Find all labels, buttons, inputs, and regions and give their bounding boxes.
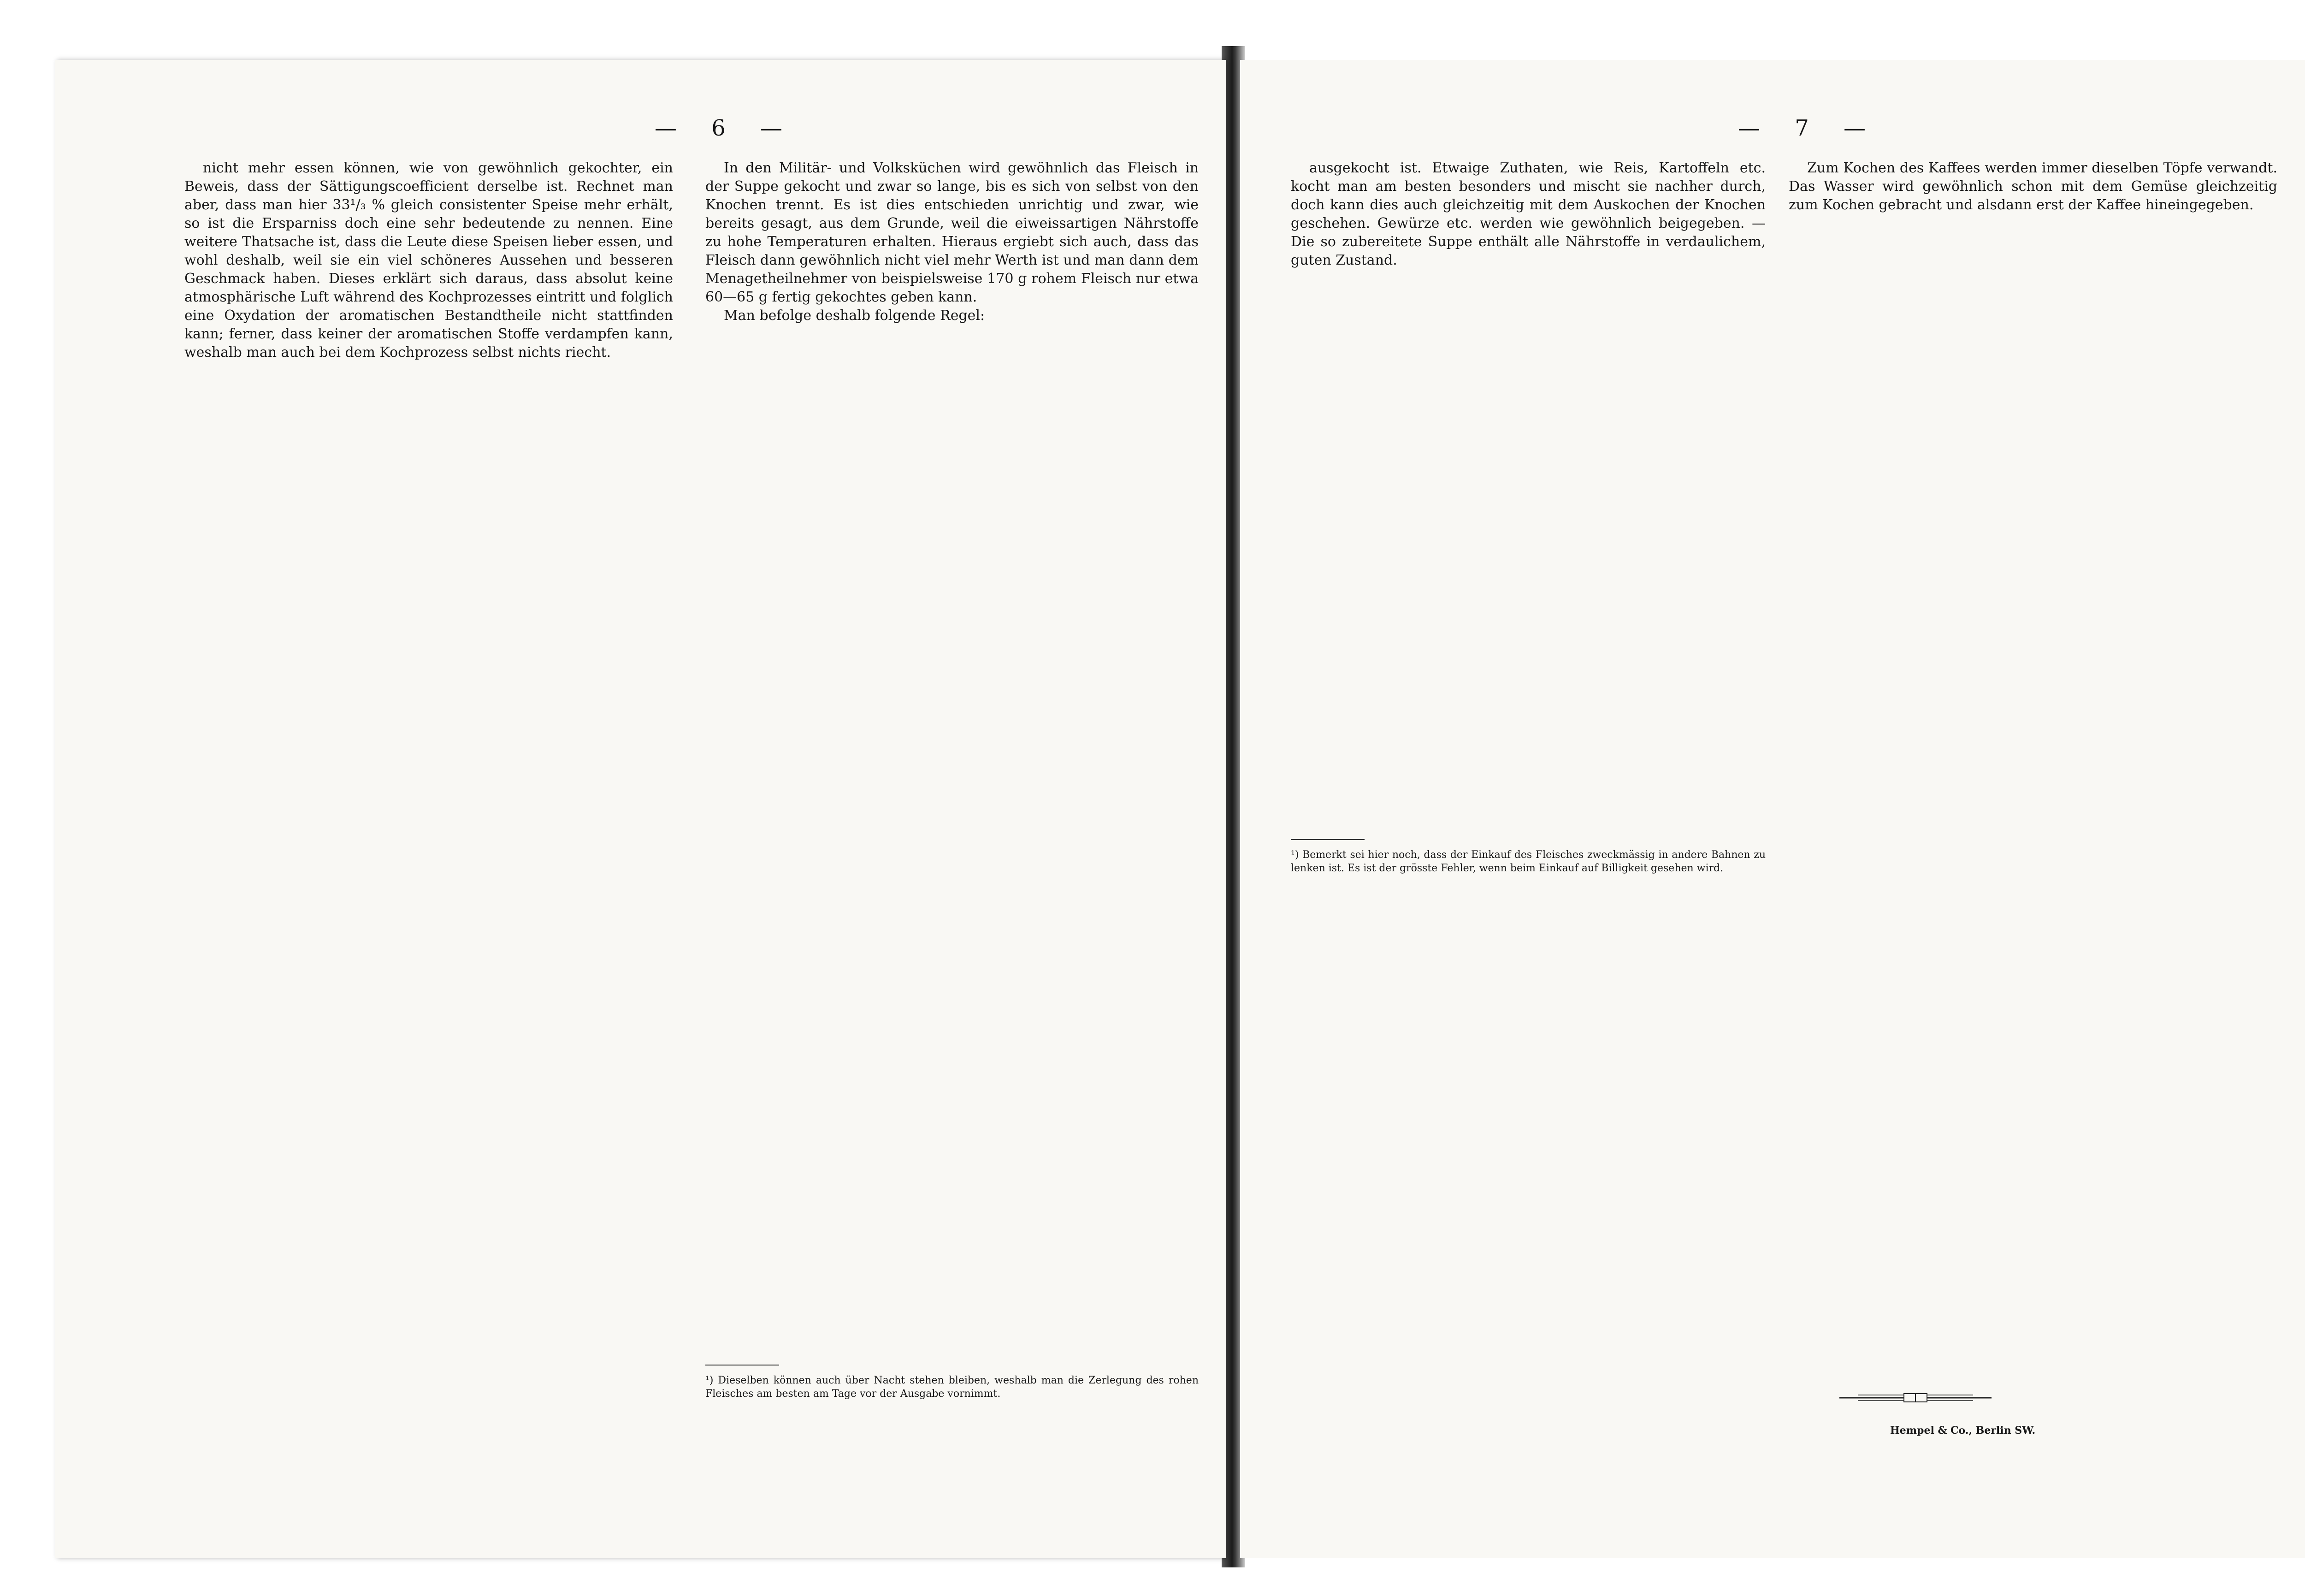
paragraph: Zum Kochen des Kaffees werden immer dieselben Töpfe verwandt. Das Wasser wird gewöhnlich schon mit dem Gemüse gleichzeitig zum Kochen gebracht und alsdann erst der Kaffee hineingegeben. [1789,160,2277,213]
left-page-column-1 [184,159,673,362]
footnote-rule [1291,839,1365,840]
footnote-right: ¹) Bemerkt sei hier noch, dass der Einkauf des Fleisches zweckmässig in andere Bahnen zu lenken ist. Es ist der grösste Fehler, wenn beim Einkauf auf Billigkeit gesehen wird. [1291,849,1766,874]
printer-imprint: Hempel & Co., Berlin SW. [1890,1425,2036,1436]
paragraph: In den Militär- und Volksküchen wird gewöhnlich das Fleisch in der Suppe gekocht und zwar so lange, bis es sich von selbst von den Knochen trennt. Es ist dies entschieden unrichtig und zwar, wie bereits gesagt, aus dem Grunde, weil die eiweissartigen Nährstoffe zu hohe Temperaturen erhalten. Hieraus ergiebt sich auch, dass das Fleisch dann gewöhnlich nicht viel mehr Werth ist und man dann dem Menagetheilnehmer von beispielsweise 170 g rohem Fleisch nur etwa 60—65 g fertig gekochtes geben kann. [705,160,1199,305]
page-number-left: — 6 — [655,115,797,141]
right-page-column-1 [1291,159,1766,270]
paragraph: ausgekocht ist. Etwaige Zuthaten, wie Reis, Kartoffeln etc. kocht man am besten besonders und mischt sie nachher durch, doch kann dies auch gleichzeitig mit dem Auskochen der Knochen geschehen. Gewürze etc. werden wie gewöhnlich beigegeben. — Die so zubereitete Suppe enthält alle Nährstoffe in verdaulichem, guten Zustand. [1291,160,1766,268]
ornament-divider [1839,1392,1992,1403]
left-page-column-2 [705,159,1199,325]
right-page [1240,60,2305,1558]
paragraph: nicht mehr essen können, wie von gewöhnlich gekochter, ein Beweis, dass der Sättigungscoefficient derselbe ist. Rechnet man aber, dass man hier 33¹/₃ % gleich consistenter Speise mehr erhält, so ist die Ersparniss doch eine sehr bedeutende zu nennen. Eine weitere Thatsache ist, dass die Leute diese Speisen lieber essen, und wohl deshalb, weil sie ein viel schöneres Aussehen und besseren Geschmack haben. Dieses erklärt sich daraus, dass absolut keine atmosphärische Luft während des Kochprozesses eintritt und folglich eine Oxydation der aromatischen Bestandtheile nicht stattfinden kann; ferner, dass keiner der aromatischen Stoffe verdampfen kann, weshalb man auch bei dem Kochprozess selbst nichts riecht. [184,160,673,361]
left-page [55,60,1226,1558]
page-number-right: — 7 — [1738,115,1880,141]
paragraph: Man befolge deshalb folgende Regel: [724,307,985,324]
right-page-column-2 [1789,159,2277,214]
footnote-left: ¹) Dieselben können auch über Nacht stehen bleiben, weshalb man die Zerlegung des rohen Fleisches am besten am Tage vor der Ausgabe vornimmt. [705,1375,1199,1400]
